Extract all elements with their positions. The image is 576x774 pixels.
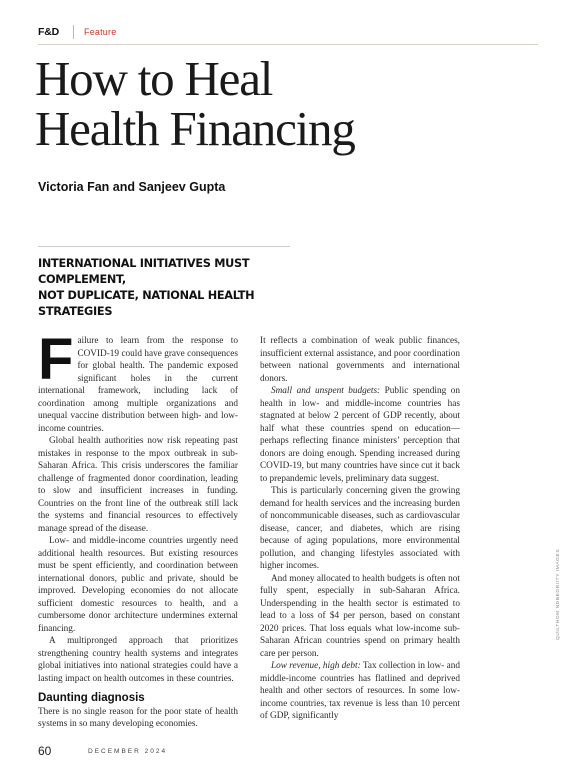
paragraph: Low- and middle-income countries urgently need additional health resources. But existing resources must be spent efficiently, and coordination between international donors, public and private, should be improved. Developing economies do not allocate sufficient domestic resources to health, and a cumbersome donor architecture undermines external financing. xyxy=(38,536,238,634)
title-line-2: Health Financing xyxy=(35,101,355,156)
article-title xyxy=(35,51,515,156)
paragraph-lead: Small and unspent budgets: xyxy=(271,386,381,396)
paragraph: This is particularly concerning given the growing demand for health services and the increasing burden of noncommunicable diseases, such as cardiovascular disease, cancer, and diabetes, which are rising because of aging populations, more environmental pollution, and changing lifestyles associated with higher incomes. xyxy=(260,486,460,571)
paragraph xyxy=(260,660,460,723)
brand-logo: F&D xyxy=(38,26,59,38)
paragraph xyxy=(260,385,460,485)
paragraph-text: ailure to learn from the response to COVID-19 could have grave consequences for global health. The pandemic exposed significant holes in the current international framework, including lack of coordination among multiple organizations and unequal vaccine distribution between high- and low-income countries. xyxy=(38,336,238,434)
paragraph-text: Public spending on health in low- and middle-income countries has stagnated at below 2 percent of GDP recently, about half what these countries spend on education—perhaps reflecting finance ministers’ perception that donors are doing enough. Spending increased during COVID-19, but many countries have since cut it back to prepandemic levels, preliminary data suggest. xyxy=(260,386,460,484)
body-column-2 xyxy=(260,335,460,723)
photo-credit: QUILTHOM NDBEGRIITY IMAGES xyxy=(556,548,561,640)
deck-divider xyxy=(38,246,290,247)
paragraph: There is no single reason for the poor state of health systems in so many developing economies. xyxy=(38,706,238,729)
paragraph xyxy=(38,327,238,435)
article-deck xyxy=(38,256,298,320)
paragraph: Global health authorities now risk repeating past mistakes in response to the mpox outbreak in sub-Saharan Africa. This crisis underscores the familiar challenge of fragmented donor coordination, leading to slow and insufficient increases in funding. Countries on the front line of the outbreak still lack the systems and financial resources to effectively manage spread of the disease. xyxy=(38,436,238,534)
section-subhead: Daunting diagnosis xyxy=(38,692,145,704)
paragraph: A multipronged approach that prioritizes strengthening country health systems and integrates global initiatives into national strategies could have a lasting impact on health outcomes in these countries. xyxy=(38,636,238,684)
title-line-1: How to Heal xyxy=(35,51,273,106)
section-tag: Feature xyxy=(84,27,117,37)
header-divider xyxy=(73,25,74,39)
drop-cap: F xyxy=(38,327,74,392)
paragraph: And money allocated to health budgets is often not fully spent, especially in sub-Saharan Africa. Underspending in the health sector is estimated to lead to a loss of $4 per person, based on constant 2020 prices. That loss equals what low-income sub-Saharan African countries spend on primary health care per person. xyxy=(260,573,460,659)
paragraph-text: Tax collection in low- and middle-income countries has flatlined and deprived health and other sectors of resources. In some low-income countries, tax revenue is less than 10 percent of GDP, significantly xyxy=(260,661,460,721)
paragraph-lead: Low revenue, high debt: xyxy=(271,661,361,671)
body-column-1 xyxy=(38,327,238,731)
page-number: 60 xyxy=(38,744,52,758)
masthead-bar xyxy=(38,24,538,45)
issue-date: DECEMBER 2024 xyxy=(88,748,168,755)
deck-line-1: INTERNATIONAL INITIATIVES MUST COMPLEMENT, xyxy=(38,257,250,286)
article-authors: Victoria Fan and Sanjeev Gupta xyxy=(38,180,226,194)
deck-line-2: NOT DUPLICATE, NATIONAL HEALTH STRATEGIES xyxy=(38,289,255,318)
paragraph: It reflects a combination of weak public finances, insufficient external assistance, and poor coordination between national governments and international donors. xyxy=(260,336,460,384)
